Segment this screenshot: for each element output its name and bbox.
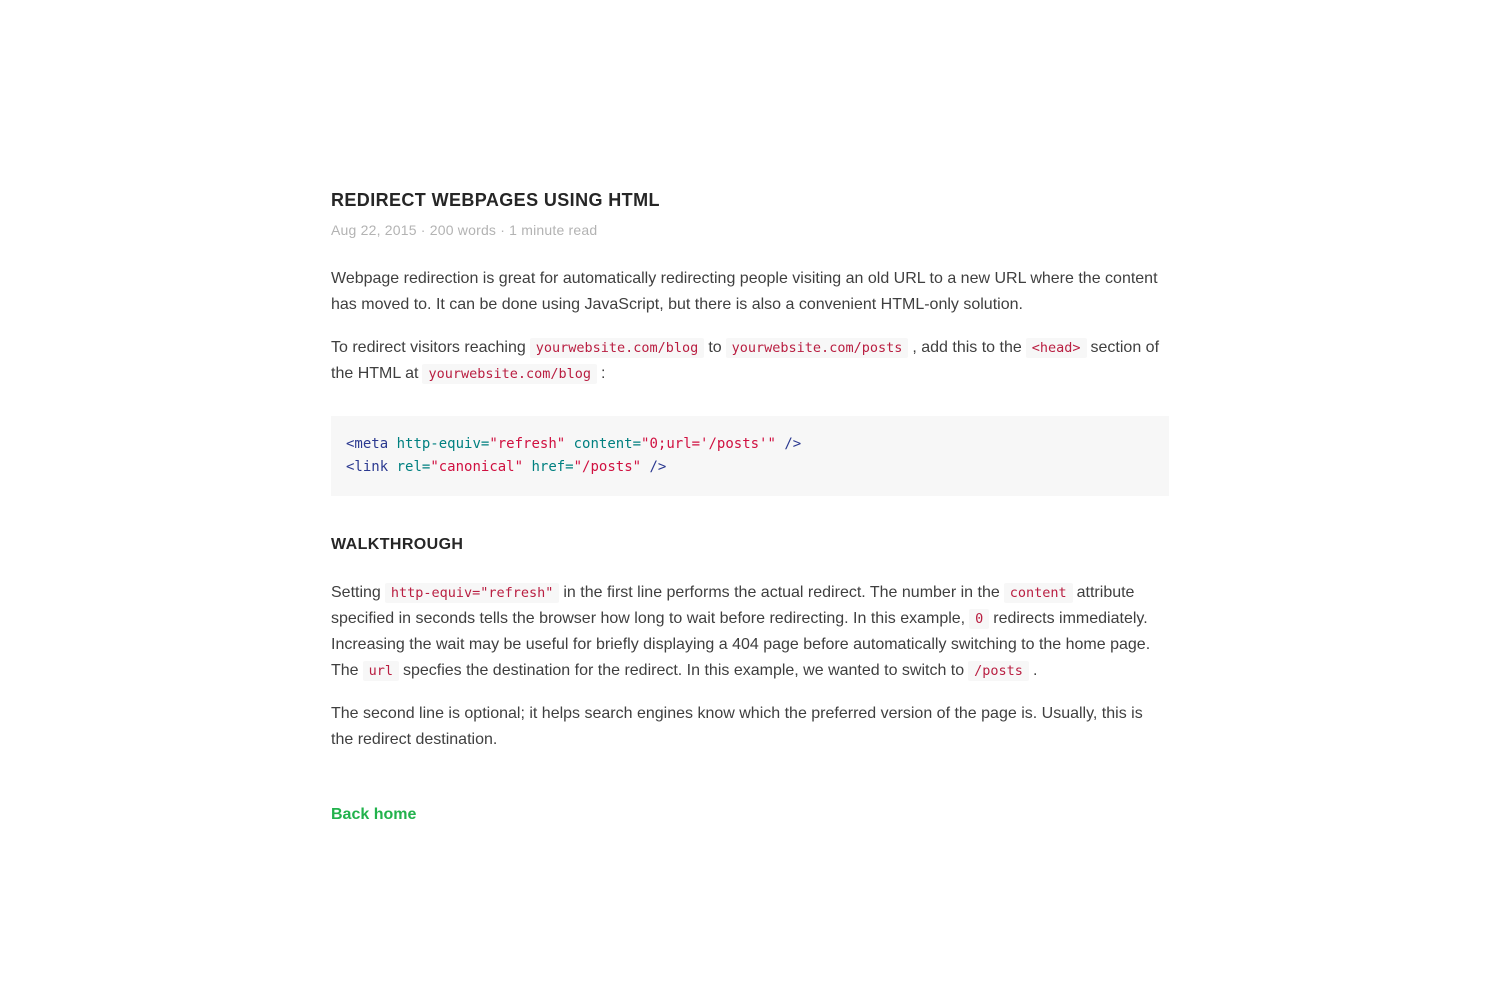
- code-token-attr: rel=: [396, 459, 431, 475]
- code-token-plain: [565, 436, 573, 452]
- article-page: [331, 0, 1169, 824]
- inline-code: /posts: [968, 661, 1029, 681]
- back-home-link[interactable]: Back home: [331, 806, 417, 823]
- code-token-tag: <link: [346, 459, 389, 475]
- post-meta: Aug 22, 2015 · 200 words · 1 minute read: [331, 222, 598, 238]
- walkthrough-paragraph: Setting http-equiv="refresh" in the first line performs the actual redirect. The number in the content attribute specified in seconds tells the browser how long to wait before redirecting. In this example, 0 redirects immediately. Increasing the wait may be useful for briefly displaying a 404 page before automatically switching to the home page. The url specfies the destination for the redirect. In this example, we wanted to switch to /posts .: [331, 584, 1151, 679]
- code-token-plain: [388, 459, 396, 475]
- post-title: REDIRECT WEBPAGES USING HTML: [331, 190, 660, 210]
- code-token-attr: http-equiv=: [396, 436, 490, 452]
- code-token-tag: />: [649, 459, 667, 475]
- walkthrough-heading: WALKTHROUGH: [331, 536, 464, 553]
- inline-code: <head>: [1026, 338, 1087, 358]
- inline-code: 0: [969, 609, 989, 629]
- inline-code: yourwebsite.com/blog: [530, 338, 705, 358]
- code-block-content: [346, 436, 801, 475]
- inline-code: content: [1004, 583, 1073, 603]
- code-token-str: "canonical": [430, 459, 524, 475]
- code-token-str: "refresh": [489, 436, 566, 452]
- inline-code: http-equiv="refresh": [385, 583, 560, 603]
- code-block: [331, 416, 1169, 496]
- inline-code: yourwebsite.com/posts: [726, 338, 909, 358]
- code-token-attr: content=: [573, 436, 642, 452]
- code-token-plain: [641, 459, 649, 475]
- intro-paragraph: To redirect visitors reaching yourwebsite.com/blog to yourwebsite.com/posts , add this to the <head> section of the HTML at yourwebsite.com/blog :: [331, 339, 1160, 382]
- blog-post: [331, 190, 1169, 824]
- intro-paragraph: Webpage redirection is great for automatically redirecting people visiting an old URL to a new URL where the content has moved to. It can be done using JavaScript, but there is also a convenient HTML-only solution.: [331, 270, 1158, 313]
- inline-code: yourwebsite.com/blog: [422, 364, 597, 384]
- inline-code: url: [363, 661, 399, 681]
- code-token-tag: />: [784, 436, 802, 452]
- code-token-str: "/posts": [573, 459, 642, 475]
- code-token-plain: [388, 436, 396, 452]
- code-token-tag: <meta: [346, 436, 389, 452]
- code-token-str: "0;url='/posts'": [641, 436, 776, 452]
- code-token-attr: href=: [531, 459, 574, 475]
- walkthrough-paragraph: The second line is optional; it helps search engines know which the preferred version of the page is. Usually, this is the redirect destination.: [331, 705, 1143, 748]
